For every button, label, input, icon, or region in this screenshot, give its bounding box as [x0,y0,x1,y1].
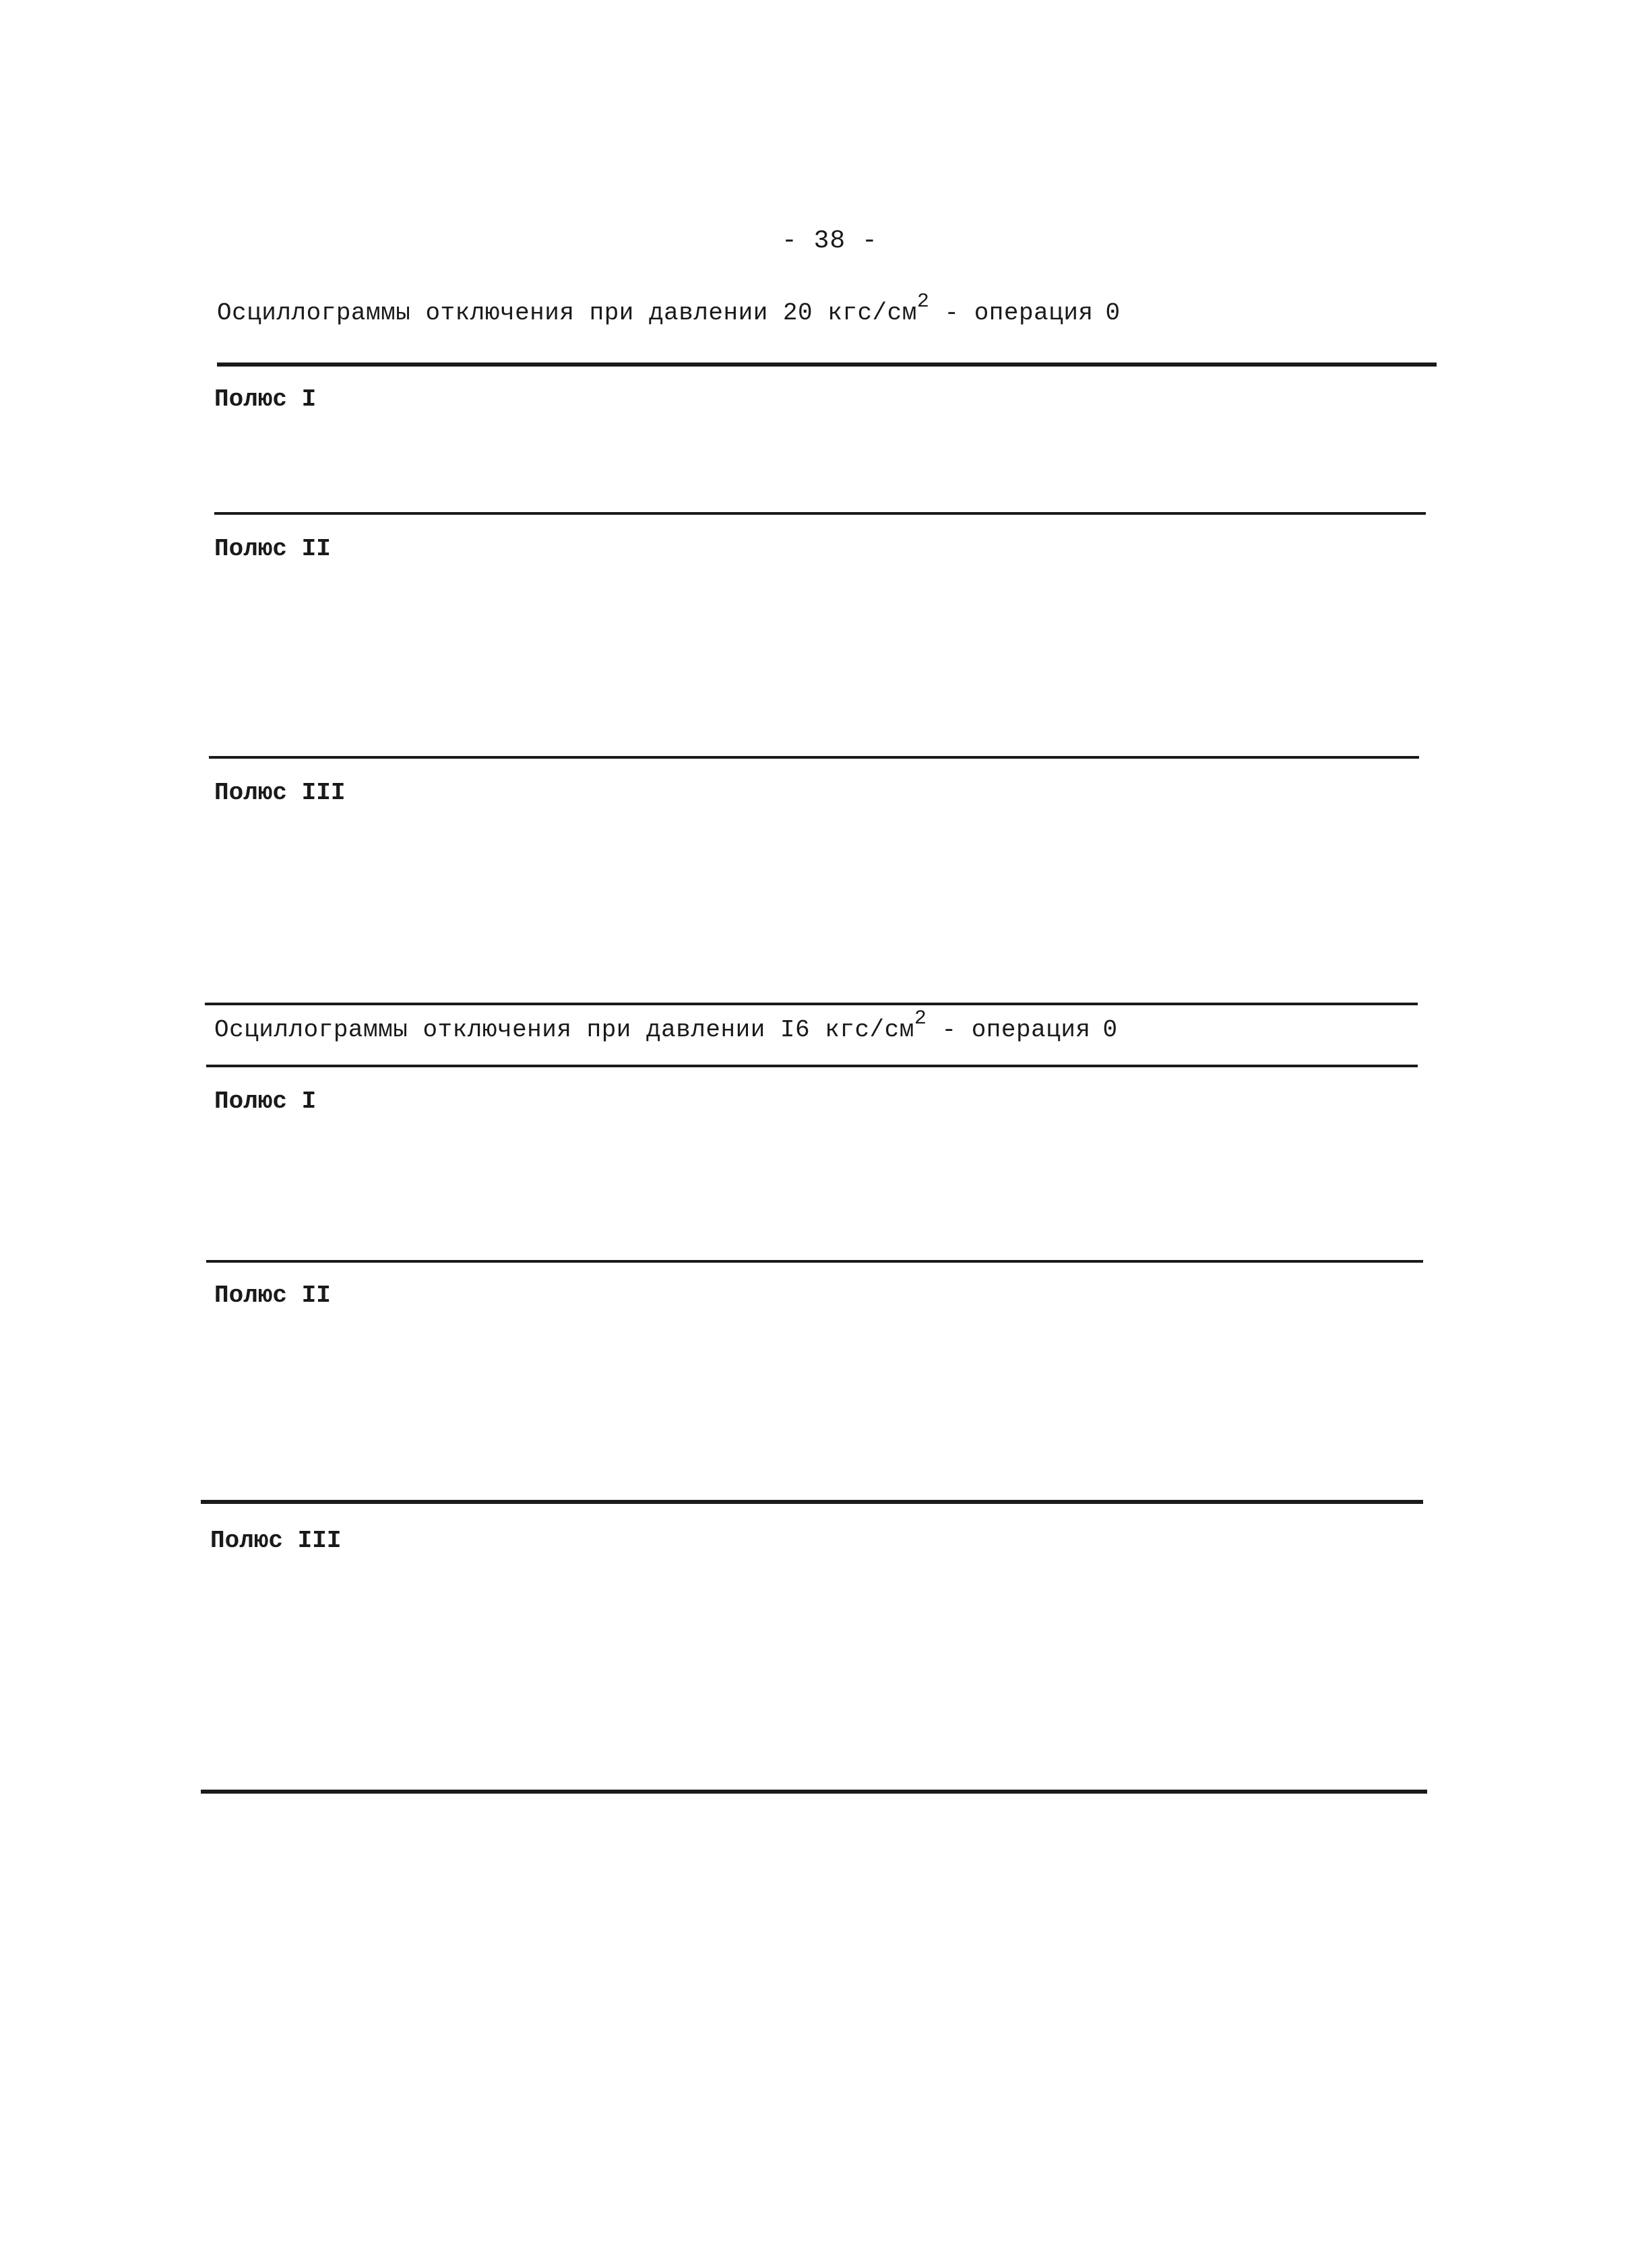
divider-line [206,1260,1423,1263]
section-title-text: Осциллограммы отключения при давлении I6 кгс/см [214,1016,914,1044]
divider-line [217,363,1437,367]
section-title-suffix: - операция [927,1016,1091,1044]
divider-line [201,1790,1427,1794]
pole-label: Полюс III [210,1527,342,1554]
superscript: 2 [914,1007,927,1030]
pole-label: Полюс I [214,385,317,413]
pole-label: Полюс II [214,1282,331,1309]
divider-line [206,1065,1418,1067]
pole-label: Полюс II [214,535,331,563]
divider-line [209,756,1419,759]
operation-value: 0 [1102,1016,1118,1044]
operation-value: 0 [1105,299,1121,327]
divider-line [214,512,1426,515]
page-number: - 38 - [782,226,878,255]
divider-line [201,1500,1423,1504]
section-title-16 [214,1007,1118,1044]
section-title-text: Осциллограммы отключения при давлении 20 кгс/см [217,299,917,327]
divider-line [205,1003,1418,1005]
pole-label: Полюс III [214,779,346,807]
section-title-suffix: - операция [929,299,1094,327]
section-title-20 [217,290,1121,327]
pole-label: Полюс I [214,1088,317,1115]
superscript: 2 [916,290,930,313]
